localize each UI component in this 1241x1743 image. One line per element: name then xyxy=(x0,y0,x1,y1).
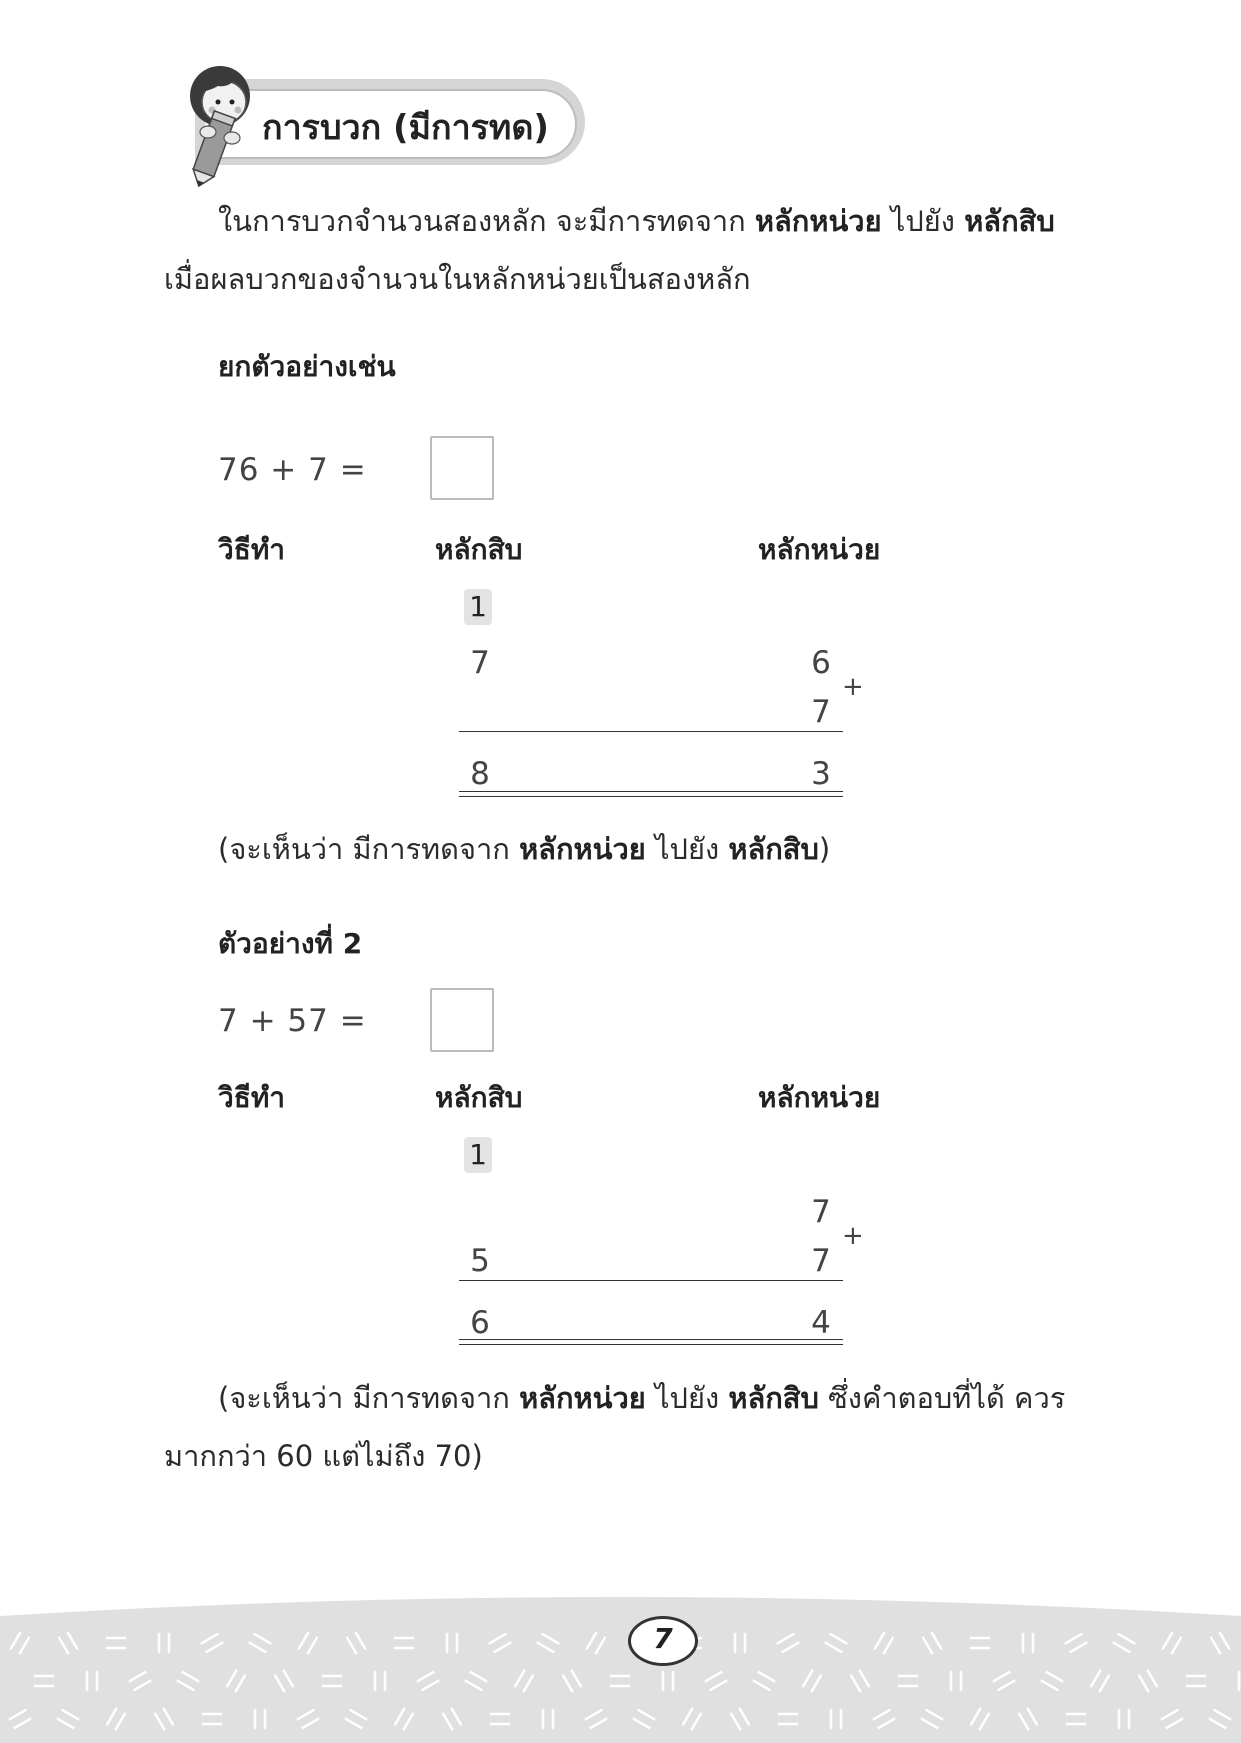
example1-result-tens: 8 xyxy=(470,756,490,792)
example2-row2-tens: 5 xyxy=(470,1243,490,1279)
example1-plus-sign: + xyxy=(842,672,864,702)
example1-heading: ยกตัวอย่างเช่น xyxy=(218,350,396,383)
example2-plus-sign: + xyxy=(842,1221,864,1251)
example2-carry-digit: 1 xyxy=(464,1137,492,1173)
example1-units-label: หลักหน่วย xyxy=(758,533,881,566)
intro-text-a: ในการบวกจำนวนสองหลัก จะมีการทดจาก xyxy=(218,204,755,238)
example2-result-double-line xyxy=(459,1339,843,1345)
page-title: การบวก (มีการทด) xyxy=(262,108,549,148)
footer-decoration xyxy=(0,1588,1241,1743)
example2-note-e: ซึ่งคำตอบที่ได้ ควร xyxy=(818,1381,1066,1415)
example1-note xyxy=(218,823,830,875)
girl-holding-pencil-icon xyxy=(178,62,268,190)
example2-note-bold-tens: หลักสิบ xyxy=(728,1381,819,1415)
example2-row2-units: 7 xyxy=(811,1243,831,1279)
example1-sum-line xyxy=(459,731,843,732)
example1-row1-units: 6 xyxy=(811,645,831,681)
example1-method-label: วิธีทำ xyxy=(218,533,285,566)
example1-carry-digit: 1 xyxy=(464,589,492,625)
example2-equation: 7 + 57 = xyxy=(218,1003,367,1039)
example2-units-label: หลักหน่วย xyxy=(758,1081,881,1114)
example1-note-a: (จะเห็นว่า มีการทดจาก xyxy=(218,832,520,866)
example1-note-e: ) xyxy=(818,832,831,866)
example2-note-bold-units: หลักหน่วย xyxy=(519,1381,646,1415)
example1-answer-box[interactable] xyxy=(430,436,494,500)
example1-result-units: 3 xyxy=(811,756,831,792)
example1-tens-label: หลักสิบ xyxy=(435,533,523,566)
example1-result-double-line xyxy=(459,791,843,797)
example2-row1-units: 7 xyxy=(811,1194,831,1230)
example1-note-c: ไปยัง xyxy=(645,832,729,866)
example2-result-units: 4 xyxy=(811,1305,831,1341)
intro-text-c: ไปยัง xyxy=(881,204,965,238)
example1-note-bold-units: หลักหน่วย xyxy=(519,832,646,866)
example1-row1-tens: 7 xyxy=(470,645,490,681)
page-number: 7 xyxy=(653,1622,673,1655)
example2-note-c: ไปยัง xyxy=(645,1381,729,1415)
example2-result-tens: 6 xyxy=(470,1305,490,1341)
example2-answer-box[interactable] xyxy=(430,988,494,1052)
intro-line-2: เมื่อผลบวกของจำนวนในหลักหน่วยเป็นสองหลัก xyxy=(164,262,751,296)
example2-sum-line xyxy=(459,1280,843,1281)
intro-line-1 xyxy=(218,195,1055,247)
intro-bold-units: หลักหน่วย xyxy=(754,204,882,238)
example2-method-label: วิธีทำ xyxy=(218,1081,285,1114)
example2-note-line-1 xyxy=(218,1372,1065,1424)
example1-equation: 76 + 7 = xyxy=(218,452,367,488)
example2-note-a: (จะเห็นว่า มีการทดจาก xyxy=(218,1381,520,1415)
example2-tens-label: หลักสิบ xyxy=(435,1081,523,1114)
example1-row2-units: 7 xyxy=(811,694,831,730)
intro-bold-tens: หลักสิบ xyxy=(964,204,1055,238)
example2-note-line-2: มากกว่า 60 แต่ไม่ถึง 70) xyxy=(164,1439,483,1473)
example1-note-bold-tens: หลักสิบ xyxy=(728,832,819,866)
example2-heading: ตัวอย่างที่ 2 xyxy=(218,927,363,960)
